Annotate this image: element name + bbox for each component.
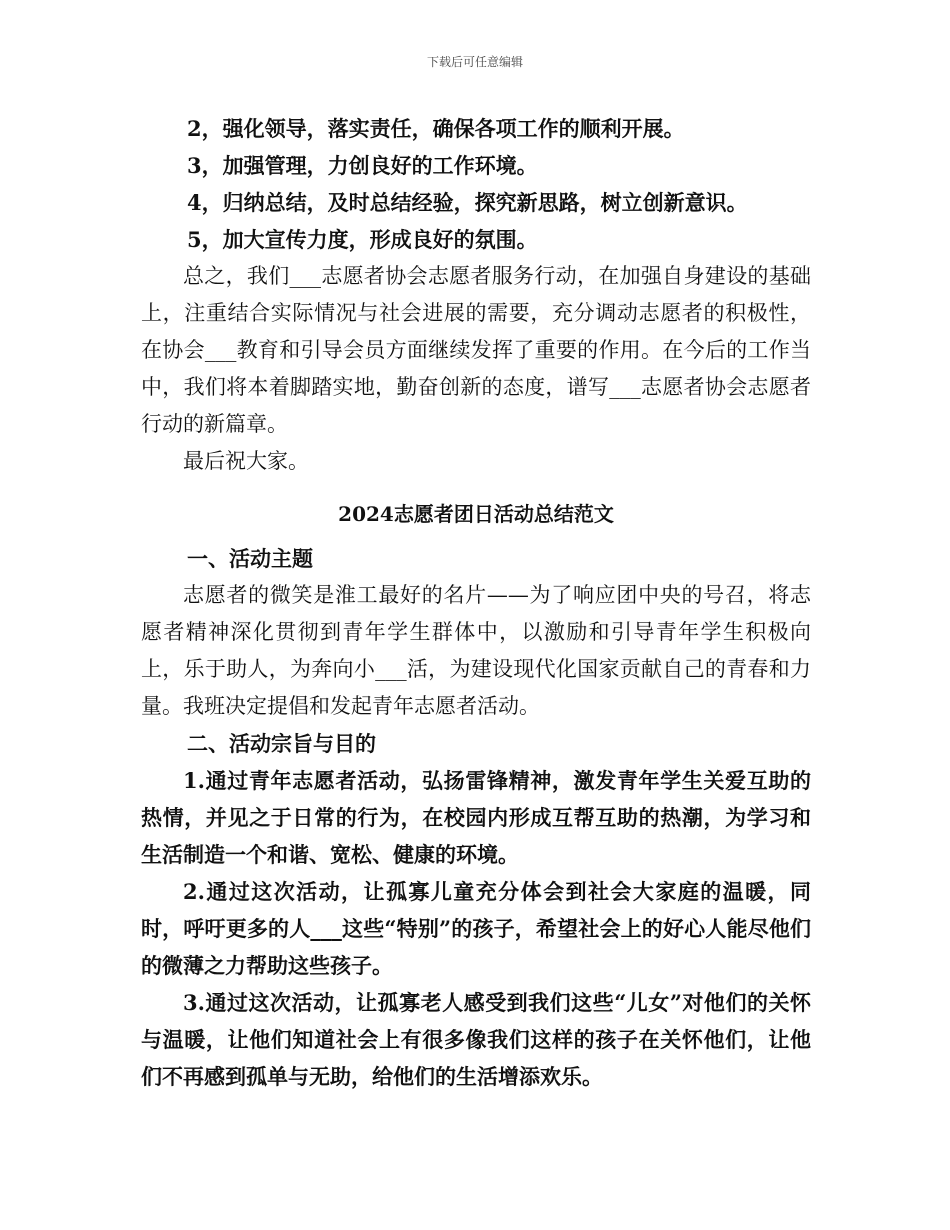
section-body-theme: 志愿者的微笑是淮工最好的名片——为了响应团中央的号召，将志愿者精神深化贯彻到青年学生群体中，以激励和引导青年学生积极向上，乐于助人，为奔向小___活，为建设现代化国家贡献自己的青春和力量。我班决定提倡和发起青年志愿者活动。 bbox=[141, 583, 811, 718]
section-heading-theme: 一、活动主题 bbox=[187, 546, 313, 571]
purpose-item: 1.通过青年志愿者活动，弘扬雷锋精神，激发青年学生关爱互助的热情，并见之于日常的行为，在校园内形成互帮互助的热潮，为学习和生活制造一个和谐、宽松、健康的环境。 bbox=[141, 768, 811, 867]
purpose-item: 2.通过这次活动，让孤寡儿童充分体会到社会大家庭的温暖，同时，呼吁更多的人___这些“特别”的孩子，希望社会上的好心人能尽他们的微薄之力帮助这些孩子。 bbox=[141, 879, 811, 978]
list-item: 2，强化领导，落实责任，确保各项工作的顺利开展。 bbox=[187, 116, 685, 141]
list-item: 3，加强管理，力创良好的工作环境。 bbox=[187, 153, 538, 178]
section-heading-purpose: 二、活动宗旨与目的 bbox=[187, 731, 376, 756]
list-item: 4，归纳总结，及时总结经验，探究新思路，树立创新意识。 bbox=[187, 190, 748, 215]
document-title: 2024志愿者团日活动总结范文 bbox=[338, 502, 614, 526]
list-item: 5，加大宣传力度，形成良好的氛围。 bbox=[187, 227, 538, 252]
summary-paragraph: 总之，我们___志愿者协会志愿者服务行动，在加强自身建设的基础上，注重结合实际情况与社会进展的需要，充分调动志愿者的积极性，在协会___教育和引导会员方面继续发挥了重要的作用。在今后的工作当中，我们将本着脚踏实地，勤奋创新的态度，谱写___志愿者协会志愿者行动的新篇章。 bbox=[141, 264, 811, 436]
document-body bbox=[141, 110, 811, 1095]
closing-line: 最后祝大家。 bbox=[183, 449, 309, 473]
page-header-note: 下载后可任意编辑 bbox=[426, 55, 523, 69]
purpose-item: 3.通过这次活动，让孤寡老人感受到我们这些“儿女”对他们的关怀与温暖，让他们知道社会上有很多像我们这样的孩子在关怀他们，让他们不再感到孤单与无助，给他们的生活增添欢乐。 bbox=[141, 990, 811, 1089]
